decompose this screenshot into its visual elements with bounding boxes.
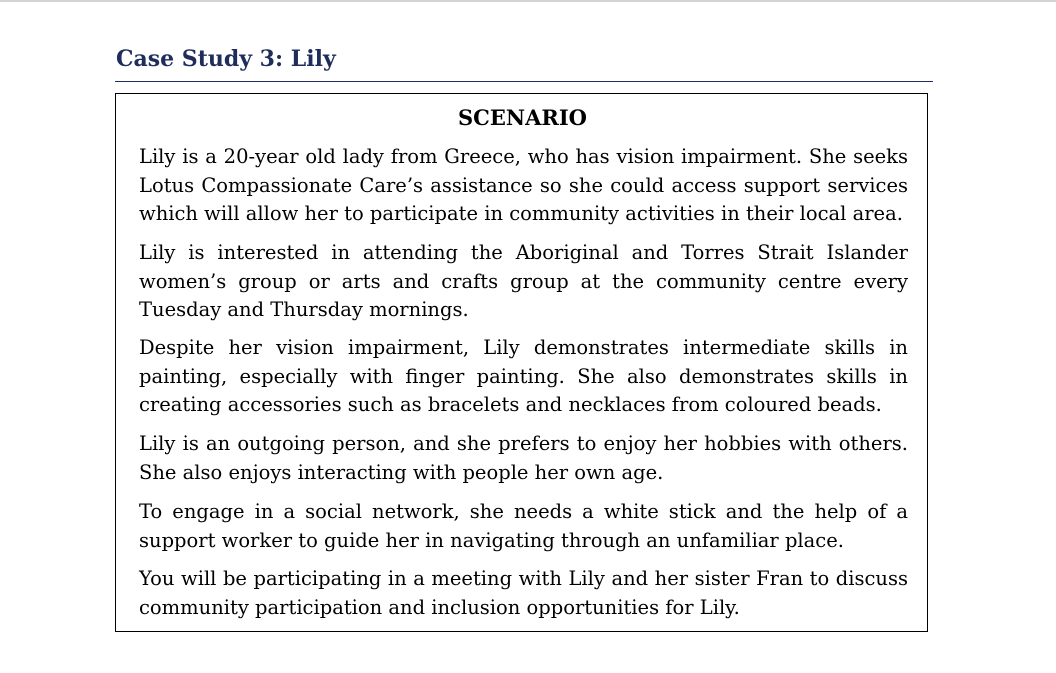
scenario-paragraph-5: To engage in a social network, she needs a white stick and the help of a support worker to guide her in navigating through an unfamiliar place. (139, 500, 908, 552)
case-study-heading: Case Study 3: Lily (116, 46, 336, 72)
scenario-paragraph-2: Lily is interested in attending the Aboriginal and Torres Strait Islander women’s group or arts and crafts group at the community centre every Tuesday and Thursday mornings. (139, 241, 908, 322)
top-divider (0, 0, 1056, 2)
scenario-paragraph-6: You will be participating in a meeting with Lily and her sister Fran to discuss community participation and inclusion opportunities for Lily. (139, 567, 908, 619)
heading-underline (115, 81, 933, 82)
scenario-paragraph-4: Lily is an outgoing person, and she prefers to enjoy her hobbies with others. She also enjoys interacting with people her own age. (139, 432, 908, 484)
scenario-title: SCENARIO (458, 105, 587, 130)
scenario-paragraph-1: Lily is a 20-year old lady from Greece, who has vision impairment. She seeks Lotus Compassionate Care’s assistance so she could access support services which will allow her to participate in community activities in their local area. (139, 145, 908, 226)
scenario-box (115, 93, 928, 632)
scenario-paragraph-3: Despite her vision impairment, Lily demonstrates intermediate skills in painting, especially with finger painting. She also demonstrates skills in creating accessories such as bracelets and necklaces from coloured beads. (139, 336, 908, 417)
